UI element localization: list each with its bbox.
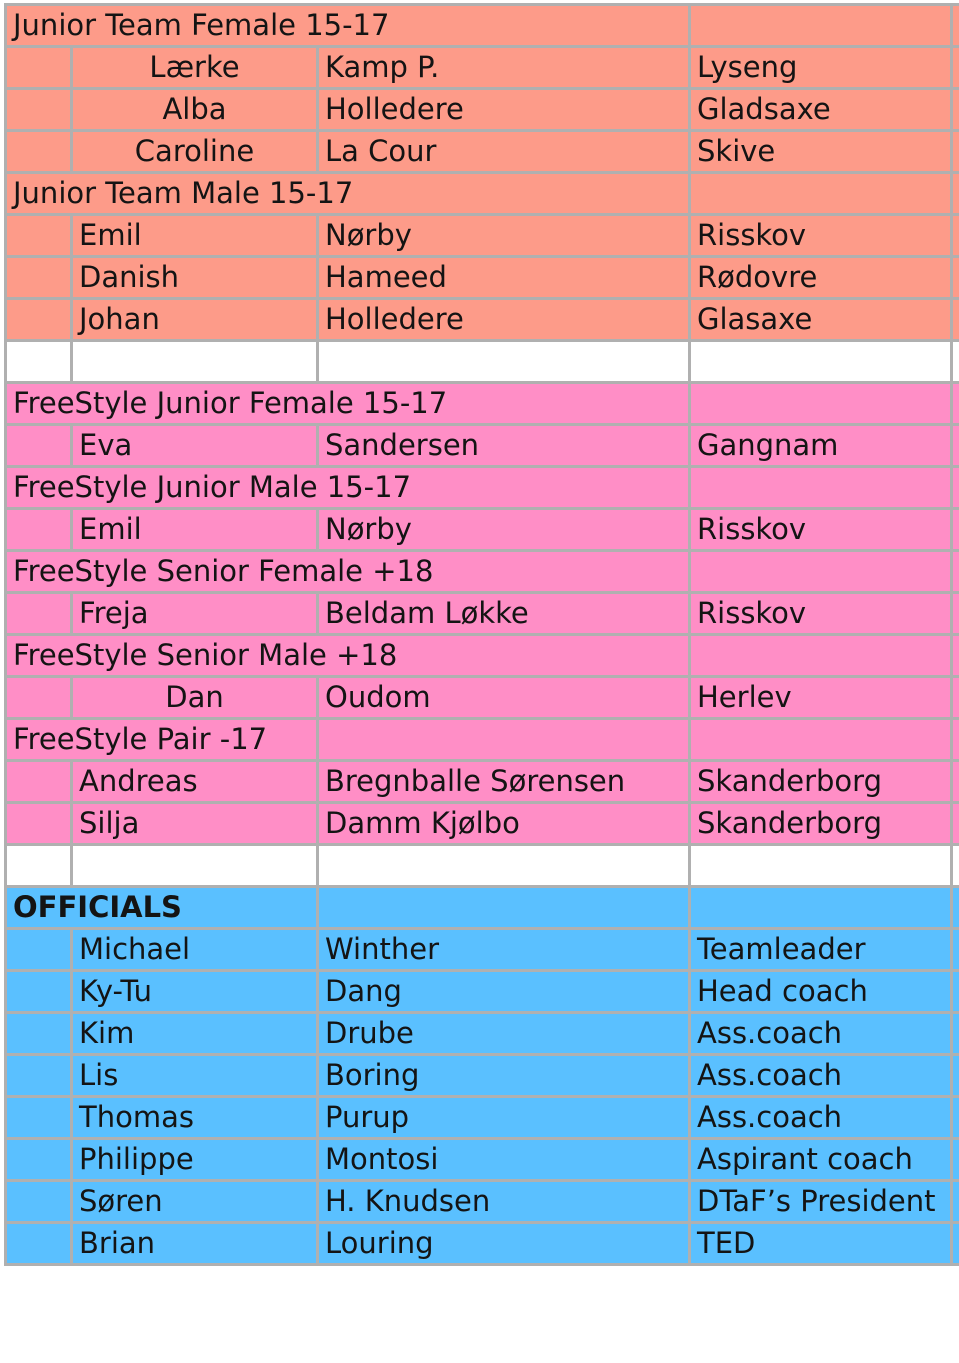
table-row [6,1139,959,1181]
role-cell[interactable]: Teamleader [690,929,952,971]
last-name-cell[interactable]: Sandersen [318,425,690,467]
cell[interactable] [318,341,690,383]
club-cell[interactable]: Gangnam [690,425,952,467]
cell[interactable] [6,677,72,719]
cell[interactable] [6,509,72,551]
table-row [6,425,959,467]
cell[interactable] [6,1055,72,1097]
first-name-cell[interactable]: Lærke [72,47,318,89]
first-name-cell[interactable]: Freja [72,593,318,635]
last-name-cell[interactable]: Boring [318,1055,690,1097]
role-cell[interactable]: Head coach [690,971,952,1013]
cell[interactable] [690,383,952,425]
table-row [6,803,959,845]
section-title[interactable]: FreeStyle Senior Male +18 [6,635,690,677]
cell[interactable] [690,887,952,929]
section-title[interactable]: FreeStyle Junior Male 15-17 [6,467,690,509]
blank-row [6,845,959,887]
first-name-cell[interactable]: Johan [72,299,318,341]
cell[interactable] [6,593,72,635]
cell[interactable] [952,257,959,299]
last-name-cell[interactable]: Nørby [318,509,690,551]
club-cell[interactable]: Skive [690,131,952,173]
cell[interactable] [6,299,72,341]
cell[interactable] [952,719,959,761]
last-name-cell[interactable]: Oudom [318,677,690,719]
cell[interactable] [952,677,959,719]
cell[interactable] [952,1139,959,1181]
club-cell[interactable]: Herlev [690,677,952,719]
section-title[interactable]: FreeStyle Pair -17 [6,719,318,761]
first-name-cell[interactable]: Michael [72,929,318,971]
cell[interactable] [952,383,959,425]
table-row [6,761,959,803]
cell[interactable] [952,47,959,89]
table-row [6,89,959,131]
role-cell[interactable]: TED [690,1223,952,1265]
first-name-cell[interactable]: Emil [72,509,318,551]
cell[interactable] [952,1055,959,1097]
cell[interactable] [952,425,959,467]
first-name-cell[interactable]: Dan [72,677,318,719]
last-name-cell[interactable]: Nørby [318,215,690,257]
cell[interactable] [952,1181,959,1223]
cell[interactable] [6,47,72,89]
cell[interactable] [952,467,959,509]
last-name-cell[interactable]: Purup [318,1097,690,1139]
first-name-cell[interactable]: Brian [72,1223,318,1265]
last-name-cell[interactable]: H. Knudsen [318,1181,690,1223]
cell[interactable] [6,1223,72,1265]
section-header-row [6,635,959,677]
cell[interactable] [952,635,959,677]
first-name-cell[interactable]: Søren [72,1181,318,1223]
table-row [6,1013,959,1055]
section-header-row [6,5,959,47]
last-name-cell[interactable]: Montosi [318,1139,690,1181]
cell[interactable] [690,341,952,383]
last-name-cell[interactable]: Drube [318,1013,690,1055]
table-row [6,1097,959,1139]
cell[interactable] [6,257,72,299]
table-row [6,509,959,551]
first-name-cell[interactable]: Andreas [72,761,318,803]
first-name-cell[interactable]: Philippe [72,1139,318,1181]
section-title[interactable]: Junior Team Male 15-17 [6,173,690,215]
cell[interactable] [952,131,959,173]
club-cell[interactable]: Gladsaxe [690,89,952,131]
table-row [6,257,959,299]
last-name-cell[interactable]: Dang [318,971,690,1013]
table-row [6,1223,959,1265]
section-title[interactable]: OFFICIALS [6,887,318,929]
cell[interactable] [952,341,959,383]
cell[interactable] [72,341,318,383]
cell[interactable] [952,1223,959,1265]
cell[interactable] [952,509,959,551]
table-row [6,1181,959,1223]
last-name-cell[interactable]: Winther [318,929,690,971]
cell[interactable] [72,845,318,887]
cell[interactable] [952,803,959,845]
section-header-row [6,173,959,215]
cell[interactable] [6,929,72,971]
table-row [6,215,959,257]
section-header-row [6,719,959,761]
cell[interactable] [6,1013,72,1055]
role-cell[interactable]: Aspirant coach [690,1139,952,1181]
last-name-cell[interactable]: Holledere [318,89,690,131]
cell[interactable] [952,299,959,341]
role-cell[interactable]: DTaF’s President [690,1181,952,1223]
first-name-cell[interactable]: Eva [72,425,318,467]
first-name-cell[interactable]: Caroline [72,131,318,173]
club-cell[interactable]: Skanderborg [690,761,952,803]
cell[interactable] [952,761,959,803]
cell[interactable] [952,845,959,887]
table-row [6,1055,959,1097]
club-cell[interactable]: Lyseng [690,47,952,89]
last-name-cell[interactable]: La Cour [318,131,690,173]
first-name-cell[interactable]: Ky-Tu [72,971,318,1013]
first-name-cell[interactable]: Silja [72,803,318,845]
role-cell[interactable]: Ass.coach [690,1055,952,1097]
blank-row [6,341,959,383]
table-row [6,971,959,1013]
table-row [6,47,959,89]
cell[interactable] [690,173,952,215]
roster-sheet [4,3,959,1266]
cell[interactable] [6,425,72,467]
section-header-row [6,887,959,929]
cell[interactable] [690,719,952,761]
cell[interactable] [6,1181,72,1223]
section-title[interactable]: Junior Team Female 15-17 [6,5,690,47]
last-name-cell[interactable]: Louring [318,1223,690,1265]
cell[interactable] [6,971,72,1013]
table-row [6,929,959,971]
cell[interactable] [6,215,72,257]
role-cell[interactable]: Ass.coach [690,1097,952,1139]
cell[interactable] [6,761,72,803]
table-row [6,131,959,173]
cell[interactable] [952,551,959,593]
section-title[interactable]: FreeStyle Senior Female +18 [6,551,690,593]
last-name-cell[interactable]: Hameed [318,257,690,299]
cell[interactable] [952,1013,959,1055]
cell[interactable] [6,803,72,845]
cell[interactable] [690,845,952,887]
cell[interactable] [318,887,690,929]
first-name-cell[interactable]: Kim [72,1013,318,1055]
last-name-cell[interactable]: Bregnballe Sørensen [318,761,690,803]
section-title[interactable]: FreeStyle Junior Female 15-17 [6,383,690,425]
first-name-cell[interactable]: Alba [72,89,318,131]
last-name-cell[interactable]: Damm Kjølbo [318,803,690,845]
cell[interactable] [6,341,72,383]
first-name-cell[interactable]: Danish [72,257,318,299]
cell[interactable] [690,551,952,593]
cell[interactable] [952,89,959,131]
last-name-cell[interactable]: Kamp P. [318,47,690,89]
club-cell[interactable]: Risskov [690,509,952,551]
cell[interactable] [690,635,952,677]
cell[interactable] [6,1097,72,1139]
cell[interactable] [6,1139,72,1181]
table-row [6,677,959,719]
cell[interactable] [952,1097,959,1139]
club-cell[interactable]: Rødovre [690,257,952,299]
club-cell[interactable]: Glasaxe [690,299,952,341]
cell[interactable] [6,89,72,131]
cell[interactable] [6,845,72,887]
club-cell[interactable]: Risskov [690,593,952,635]
cell[interactable] [6,131,72,173]
cell[interactable] [952,5,959,47]
cell[interactable] [690,467,952,509]
first-name-cell[interactable]: Emil [72,215,318,257]
cell[interactable] [318,845,690,887]
club-cell[interactable]: Skanderborg [690,803,952,845]
cell[interactable] [952,929,959,971]
cell[interactable] [952,593,959,635]
cell[interactable] [952,173,959,215]
cell[interactable] [952,215,959,257]
first-name-cell[interactable]: Thomas [72,1097,318,1139]
last-name-cell[interactable]: Beldam Løkke [318,593,690,635]
cell[interactable] [952,971,959,1013]
cell[interactable] [952,887,959,929]
first-name-cell[interactable]: Lis [72,1055,318,1097]
section-header-row [6,467,959,509]
section-header-row [6,551,959,593]
table-row [6,299,959,341]
cell[interactable] [690,5,952,47]
club-cell[interactable]: Risskov [690,215,952,257]
last-name-cell[interactable]: Holledere [318,299,690,341]
table-row [6,593,959,635]
cell[interactable] [318,719,690,761]
section-header-row [6,383,959,425]
role-cell[interactable]: Ass.coach [690,1013,952,1055]
